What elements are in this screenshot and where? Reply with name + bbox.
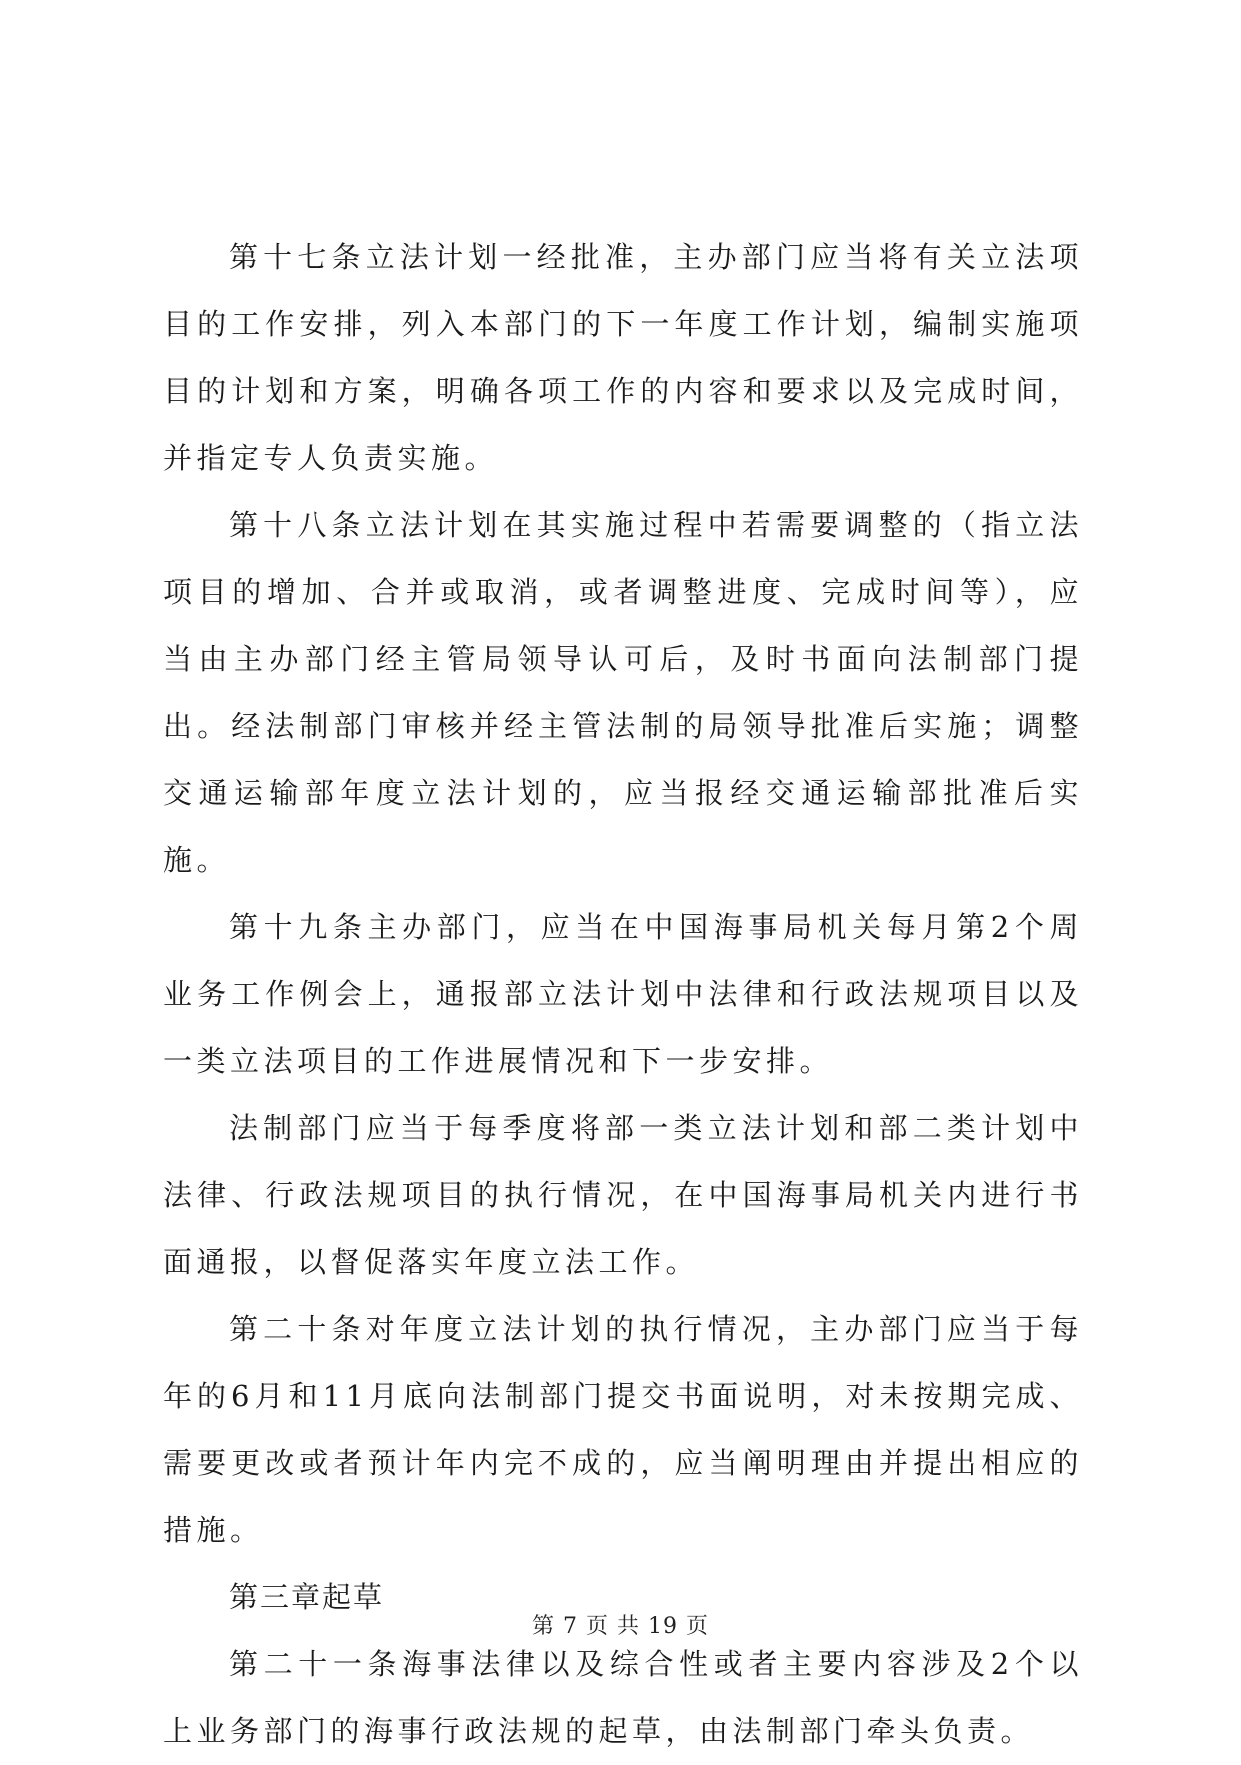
document-body <box>163 224 1083 1765</box>
paragraph-article-21: 第二十一条海事法律以及综合性或者主要内容涉及2个以上业务部门的海事行政法规的起草，由法制部门牵头负责。 <box>163 1647 1083 1748</box>
chapter-heading: 第三章起草 <box>229 1580 385 1614</box>
paragraph-article-20: 第二十条对年度立法计划的执行情况，主办部门应当于每年的6月和11月底向法制部门提交书面说明，对未按期完成、需要更改或者预计年内完不成的，应当阐明理由并提出相应的措施。 <box>163 1312 1083 1547</box>
paragraph-quarterly-report: 法制部门应当于每季度将部一类立法计划和部二类计划中法律、行政法规项目的执行情况，在中国海事局机关内进行书面通报，以督促落实年度立法工作。 <box>163 1111 1083 1279</box>
paragraph-article-19: 第十九条主办部门，应当在中国海事局机关每月第2个周业务工作例会上，通报部立法计划中法律和行政法规项目以及一类立法项目的工作进展情况和下一步安排。 <box>163 910 1083 1078</box>
page-number-footer: 第 7 页 共 19 页 <box>532 1614 709 1639</box>
paragraph-article-17: 第十七条立法计划一经批准，主办部门应当将有关立法项目的工作安排，列入本部门的下一年度工作计划，编制实施项目的计划和方案，明确各项工作的内容和要求以及完成时间，并指定专人负责实施。 <box>163 240 1083 475</box>
paragraph-article-18: 第十八条立法计划在其实施过程中若需要调整的（指立法项目的增加、合并或取消，或者调整进度、完成时间等），应当由主办部门经主管局领导认可后，及时书面向法制部门提出。经法制部门审核并经主管法制的局领导批准后实施；调整交通运输部年度立法计划的，应当报经交通运输部批准后实施。 <box>163 508 1083 877</box>
